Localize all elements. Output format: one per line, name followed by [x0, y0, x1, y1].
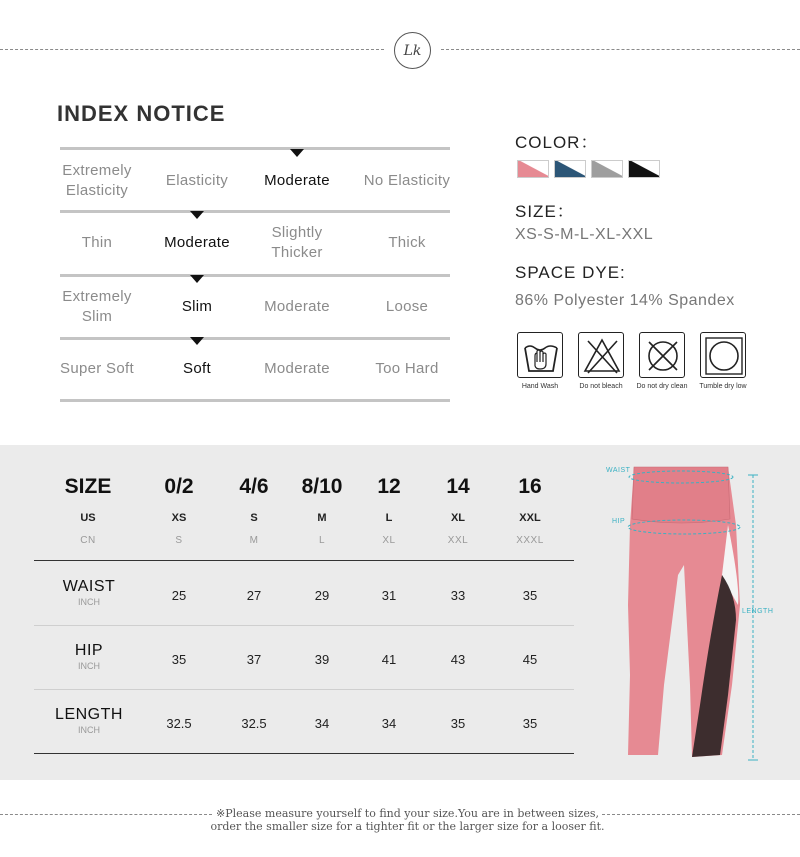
index-option: No Elasticity [363, 172, 451, 189]
size-header-us: L [385, 512, 393, 524]
do-not-dry-clean-label: Do not dry clean [636, 383, 688, 390]
measurement-note-line-1: ※Please measure yourself to find your size.You are in between sizes, [216, 807, 599, 820]
table-bottom-rule [34, 753, 574, 754]
index-row [45, 156, 450, 206]
size-header-size: 12 [377, 475, 401, 498]
size-header-size: 16 [518, 475, 542, 498]
measurement-value: 35 [171, 652, 187, 667]
index-option: Too Hard [375, 360, 439, 377]
size-header-size: 0/2 [164, 475, 194, 498]
measurement-value: 29 [314, 588, 330, 603]
size-header-size: 14 [446, 475, 470, 498]
index-selection-marker [190, 211, 204, 219]
color-label: COLOR： [515, 133, 599, 152]
index-divider [60, 399, 450, 402]
index-option-selected: Soft [183, 360, 211, 377]
size-header-size: 8/10 [301, 475, 343, 498]
do-not-bleach-label: Do not bleach [579, 383, 623, 390]
color-swatch-fill [518, 161, 548, 177]
footer-divider-right [602, 814, 800, 815]
index-option-selected: Slim [181, 298, 213, 315]
index-option: Moderate [264, 360, 330, 377]
measurement-value: 33 [450, 588, 466, 603]
measurement-value: 32.5 [241, 716, 267, 731]
size-header-us: XL [450, 512, 466, 524]
color-swatch[interactable] [628, 160, 660, 178]
measurement-value: 34 [314, 716, 330, 731]
footer-divider-left [0, 814, 212, 815]
index-divider [60, 147, 450, 150]
hand-wash-icon [517, 332, 563, 378]
index-selection-marker [290, 149, 304, 157]
size-header-size: 4/6 [239, 475, 269, 498]
size-header-cn: XL [382, 535, 396, 546]
cn-row-label: CN [80, 535, 96, 546]
tumble-dry-low-label: Tumble dry low [699, 383, 747, 390]
waist-dimension-label: WAIST [606, 467, 631, 474]
color-swatch[interactable] [554, 160, 586, 178]
size-header-us: S [250, 512, 258, 524]
length-dimension-label: LENGTH [742, 608, 774, 615]
brand-logo-text: Lk [403, 42, 422, 59]
material-label: SPACE DYE: [515, 263, 626, 282]
index-row [45, 344, 450, 394]
measurement-note [200, 807, 615, 833]
measurement-value: 45 [522, 652, 538, 667]
index-option: Elasticity [165, 172, 229, 189]
measurement-value: 35 [522, 716, 538, 731]
size-range: XS-S-M-L-XL-XXL [515, 226, 654, 243]
index-option: Extremely Slim [62, 288, 132, 325]
color-swatch[interactable] [591, 160, 623, 178]
tumble-dry-low-icon [700, 332, 746, 378]
index-option-selected: Moderate [264, 172, 330, 189]
do-not-dry-clean-icon [639, 332, 685, 378]
index-option: Thick [388, 234, 426, 251]
measurement-value: 37 [246, 652, 262, 667]
index-option: Super Soft [60, 360, 134, 377]
index-option-selected: Moderate [164, 234, 230, 251]
top-divider-left [0, 49, 384, 50]
index-option: Slightly Thicker [271, 224, 323, 261]
index-notice-title: INDEX NOTICE [57, 101, 226, 126]
table-row-rule [34, 625, 574, 626]
size-header-cn: L [318, 535, 326, 546]
index-option: Loose [385, 298, 429, 315]
measurement-value: 35 [522, 588, 538, 603]
color-swatch-fill [592, 161, 622, 177]
size-header-label: SIZE [64, 475, 112, 498]
index-divider [60, 210, 450, 213]
measurement-value: 34 [381, 716, 397, 731]
material-composition: 86% Polyester 14% Spandex [515, 292, 735, 309]
brand-logo [394, 32, 431, 69]
measurement-value: 41 [381, 652, 397, 667]
measurement-unit: INCH [78, 597, 100, 607]
top-divider-right [441, 49, 800, 50]
size-header-cn: XXXL [516, 535, 544, 546]
us-row-label: US [80, 512, 96, 524]
measurement-unit: INCH [78, 725, 100, 735]
table-row-rule [34, 689, 574, 690]
index-option: Extremely Elasticity [62, 162, 132, 199]
table-top-rule [34, 560, 574, 561]
leggings-size-figure [600, 455, 780, 780]
size-label: SIZE： [515, 202, 575, 221]
size-header-cn: XXL [447, 535, 469, 546]
size-header-us: XS [171, 512, 187, 524]
measurement-value: 32.5 [166, 716, 192, 731]
size-header-us: M [317, 512, 327, 524]
leggings-waistband [632, 467, 730, 523]
index-selection-marker [190, 275, 204, 283]
index-row [45, 282, 450, 332]
measurement-value: 39 [314, 652, 330, 667]
index-divider [60, 274, 450, 277]
do-not-bleach-icon [578, 332, 624, 378]
color-swatch-fill [629, 161, 659, 177]
size-header-cn: S [175, 535, 183, 546]
measurement-value: 43 [450, 652, 466, 667]
color-swatch-fill [555, 161, 585, 177]
measurement-unit: INCH [78, 661, 100, 671]
measurement-value: 25 [171, 588, 187, 603]
size-header-us: XXL [519, 512, 541, 524]
index-selection-marker [190, 337, 204, 345]
hip-dimension-label: HIP [612, 518, 626, 525]
measurement-value: 31 [381, 588, 397, 603]
index-row [45, 218, 450, 268]
hand-wash-label: Hand Wash [521, 383, 559, 390]
color-swatch[interactable] [517, 160, 549, 178]
index-divider [60, 337, 450, 340]
measurement-value: 35 [450, 716, 466, 731]
index-option: Moderate [264, 298, 330, 315]
measurement-note-line-2: order the smaller size for a tighter fit or the larger size for a looser fit. [210, 820, 605, 833]
measurement-name: HIP [74, 642, 104, 659]
measurement-name: LENGTH [55, 706, 123, 723]
measurement-value: 27 [246, 588, 262, 603]
size-header-cn: M [249, 535, 259, 546]
measurement-name: WAIST [62, 578, 116, 595]
index-option: Thin [81, 234, 113, 251]
